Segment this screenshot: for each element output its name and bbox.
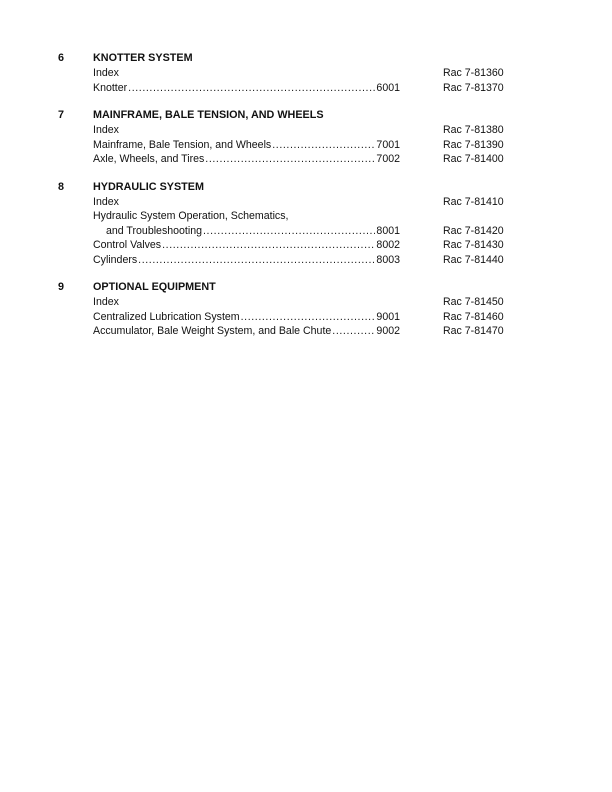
entry-label: and Troubleshooting: [106, 224, 203, 237]
entry-label: Index: [93, 124, 119, 136]
entry-label-group: [93, 139, 400, 151]
entry-reference: Rac 7-81390: [443, 138, 504, 151]
entry-label-group: [93, 124, 400, 136]
entry-label: Centralized Lubrication System: [93, 310, 240, 323]
dot-leader: [241, 311, 376, 323]
entry-reference: Rac 7-81440: [443, 253, 504, 266]
dot-leader: [205, 153, 375, 165]
section-heading: [0, 52, 612, 67]
entry-reference: Rac 7-81370: [443, 81, 504, 94]
entry-page-number: 8002: [376, 239, 400, 251]
toc-entry[interactable]: [0, 196, 612, 211]
toc-entry[interactable]: [0, 225, 612, 240]
entry-reference: Rac 7-81470: [443, 325, 504, 337]
entry-label: Index: [93, 67, 119, 79]
entry-reference: Rac 7-81450: [443, 296, 504, 308]
entry-label: Hydraulic System Operation, Schematics,: [93, 210, 289, 222]
section-title: MAINFRAME, BALE TENSION, AND WHEELS: [93, 109, 324, 121]
toc-entry[interactable]: [0, 311, 612, 326]
entry-label-group: [93, 239, 400, 251]
toc-section: [0, 109, 612, 168]
section-number: 8: [58, 180, 65, 193]
entry-label-group: [93, 82, 400, 94]
entry-label: Accumulator, Bale Weight System, and Bale Chute: [93, 325, 332, 337]
entry-page-number: 8001: [376, 224, 400, 237]
section-title: OPTIONAL EQUIPMENT: [93, 281, 216, 293]
entry-label-group: [93, 311, 400, 323]
entry-reference: Rac 7-81460: [443, 310, 504, 323]
dot-leader: [272, 139, 375, 151]
entry-label-group: [93, 325, 400, 337]
dot-leader: [138, 254, 375, 266]
entry-reference: Rac 7-81410: [443, 195, 504, 208]
entry-label: Control Valves: [93, 239, 162, 251]
entry-label-group: [93, 210, 400, 222]
dot-leader: [128, 82, 375, 94]
entry-label-group: [93, 196, 400, 208]
dot-leader: [332, 325, 375, 337]
entry-page-number: 7002: [376, 153, 400, 165]
section-title: KNOTTER SYSTEM: [93, 52, 193, 64]
entry-page-number: 9001: [376, 310, 400, 323]
dot-leader: [203, 225, 375, 237]
entry-label-group: [106, 225, 400, 237]
entry-reference: Rac 7-81430: [443, 239, 504, 251]
entry-label: Index: [93, 195, 119, 208]
dot-leader: [162, 239, 375, 251]
entry-label: Cylinders: [93, 253, 138, 266]
section-heading: [0, 109, 612, 124]
section-number: 6: [58, 52, 65, 64]
entry-reference: Rac 7-81360: [443, 67, 504, 79]
section-heading: [0, 281, 612, 296]
toc-section: [0, 181, 612, 269]
section-heading: [0, 181, 612, 196]
entry-reference: Rac 7-81420: [443, 224, 504, 237]
toc-entry[interactable]: [0, 124, 612, 139]
entry-page-number: 9002: [376, 325, 400, 337]
entry-label: Index: [93, 296, 119, 308]
toc-entry[interactable]: [0, 210, 612, 225]
entry-reference: Rac 7-81400: [443, 153, 504, 165]
entry-page-number: 7001: [376, 138, 400, 151]
entry-page-number: 6001: [376, 81, 400, 94]
entry-label: Mainframe, Bale Tension, and Wheels: [93, 138, 272, 151]
table-of-contents: [0, 52, 612, 353]
toc-entry[interactable]: [0, 67, 612, 82]
entry-label-group: [93, 254, 400, 266]
section-number: 9: [58, 281, 65, 293]
toc-entry[interactable]: [0, 325, 612, 340]
toc-entry[interactable]: [0, 139, 612, 154]
section-number: 7: [58, 109, 65, 121]
entry-label-group: [93, 296, 400, 308]
entry-reference: Rac 7-81380: [443, 124, 504, 136]
section-title: HYDRAULIC SYSTEM: [93, 180, 204, 193]
toc-entry[interactable]: [0, 296, 612, 311]
entry-label-group: [93, 67, 400, 79]
toc-section: [0, 281, 612, 340]
entry-label-group: [93, 153, 400, 165]
toc-entry[interactable]: [0, 254, 612, 269]
entry-label: Axle, Wheels, and Tires: [93, 153, 205, 165]
entry-label: Knotter: [93, 81, 128, 94]
toc-entry[interactable]: [0, 82, 612, 97]
toc-section: [0, 52, 612, 96]
toc-entry[interactable]: [0, 153, 612, 168]
entry-page-number: 8003: [376, 253, 400, 266]
toc-entry[interactable]: [0, 239, 612, 254]
